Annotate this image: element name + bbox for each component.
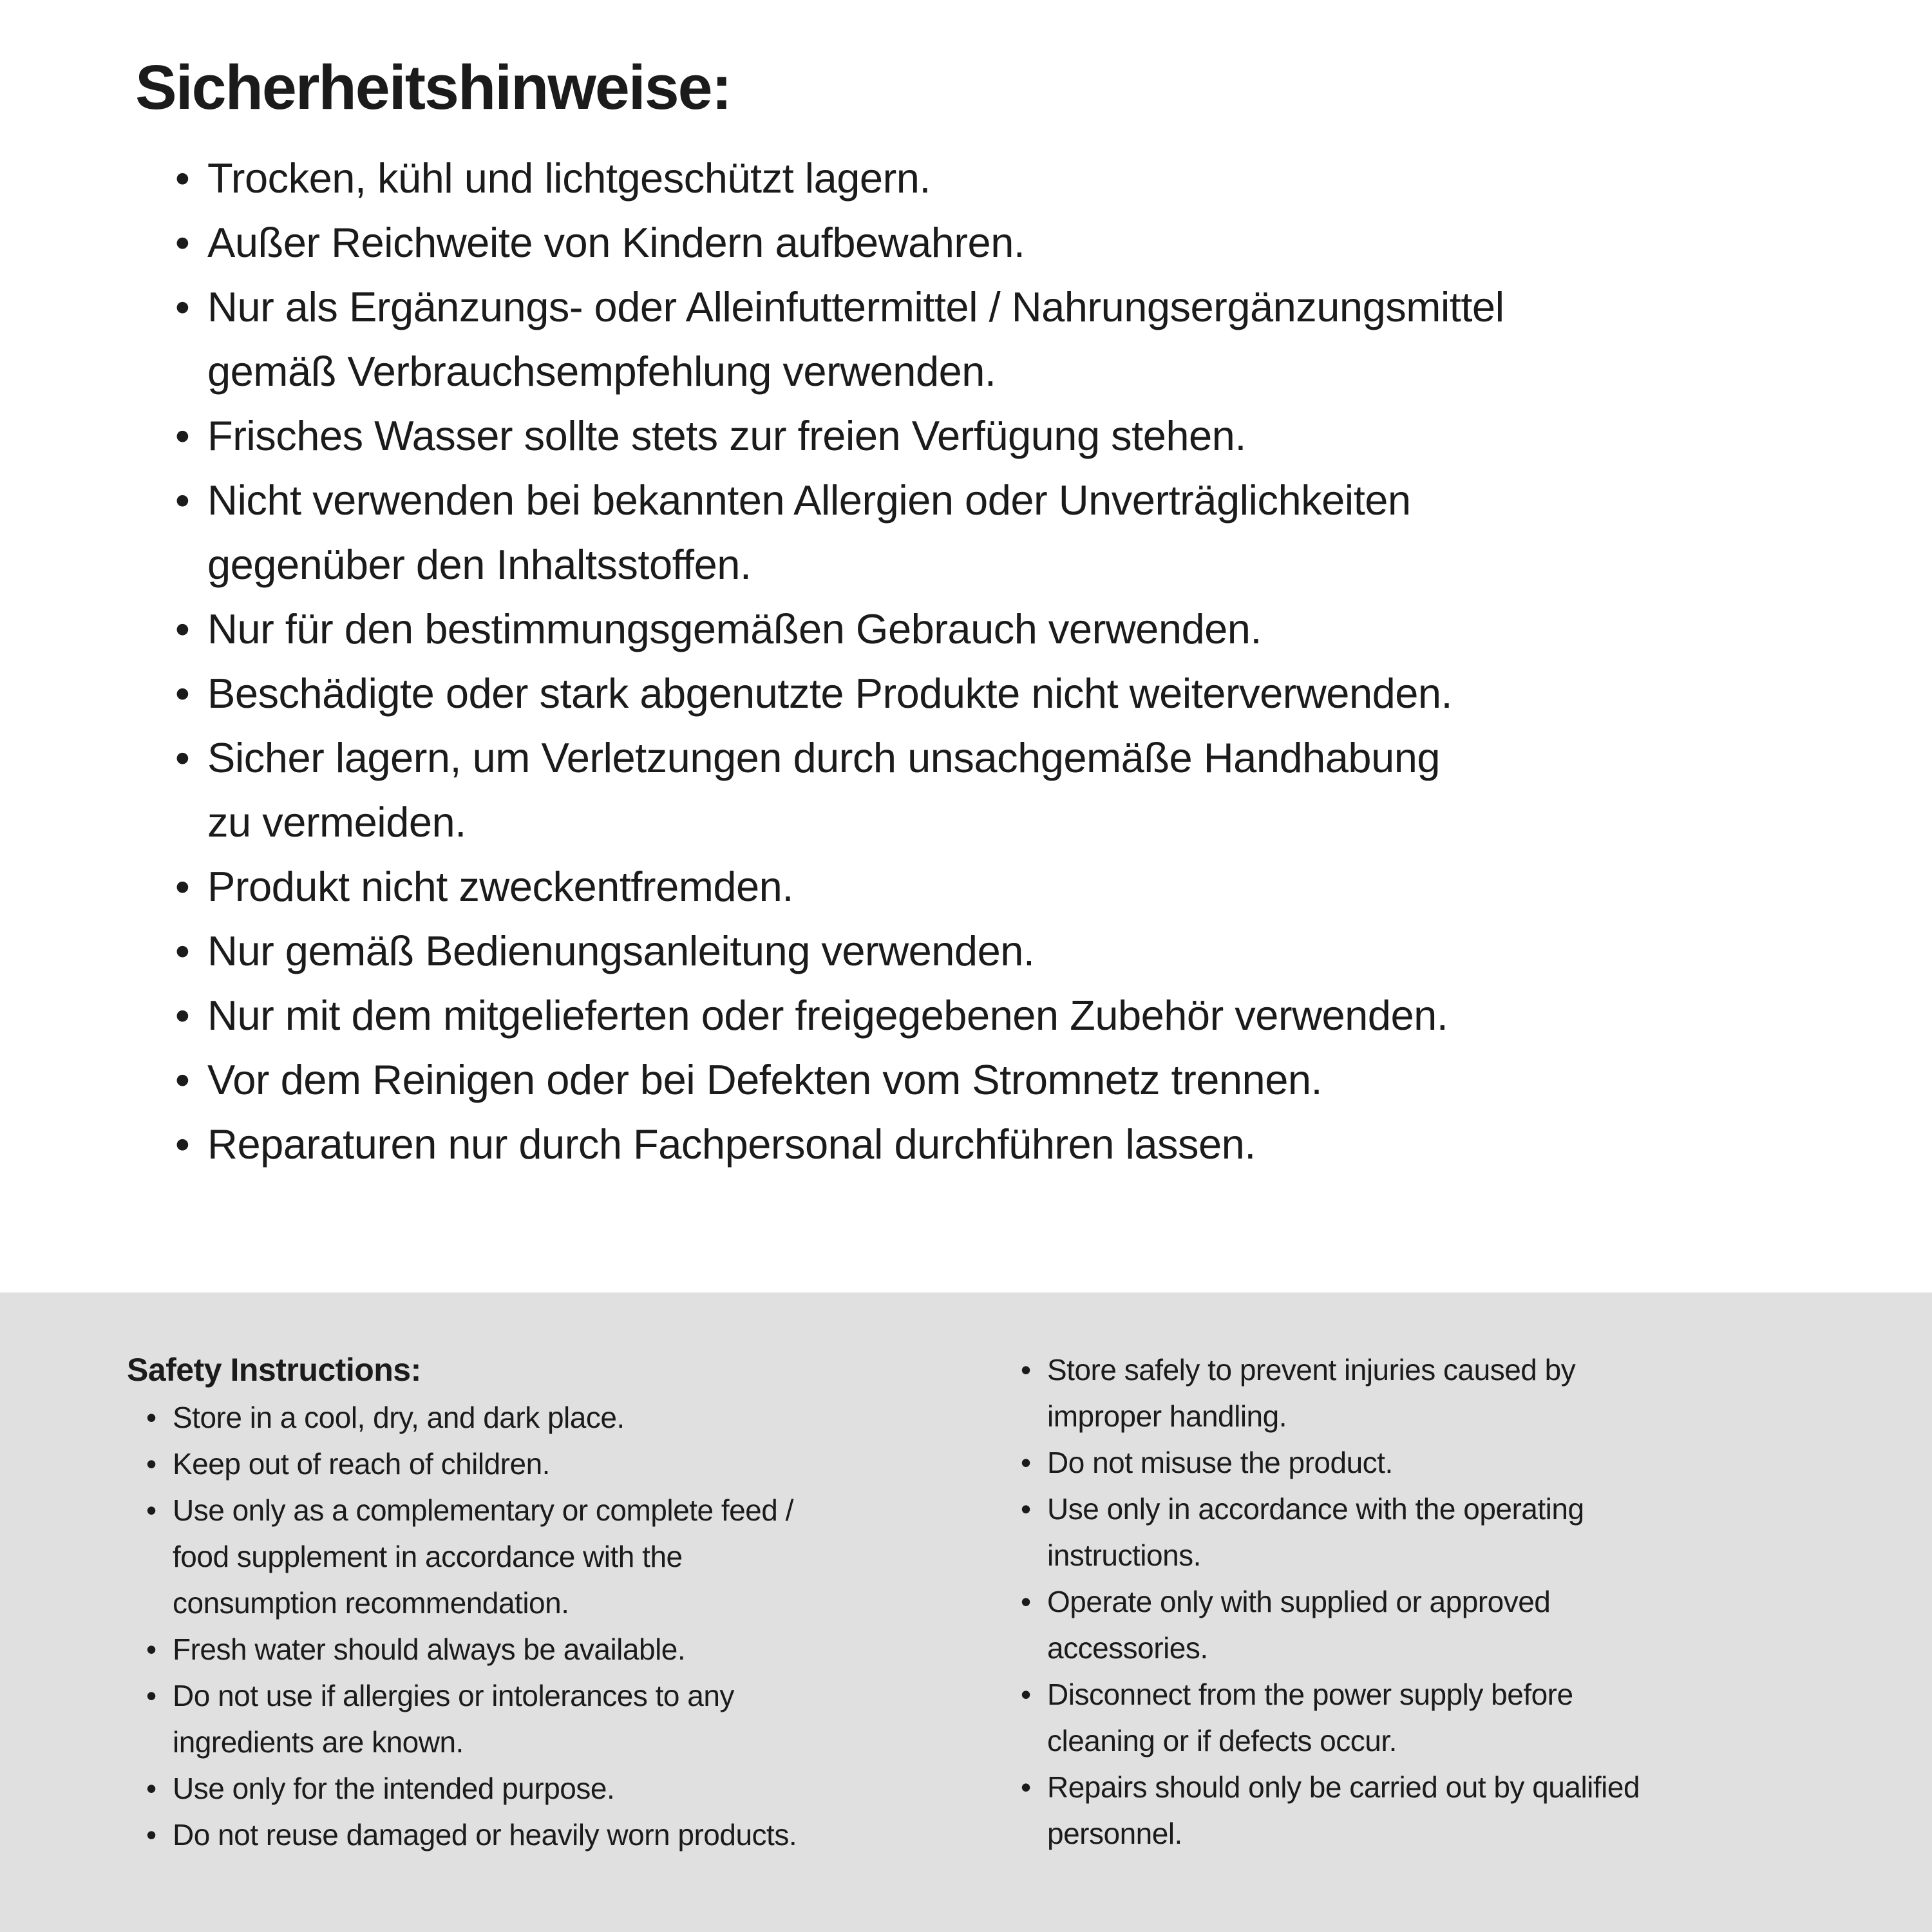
list-item bbox=[146, 1441, 1009, 1487]
instruction-line: Reparaturen nur durch Fachpersonal durchführen lassen. bbox=[207, 1121, 1256, 1168]
list-item bbox=[1021, 1439, 1909, 1486]
instruction-line: Use only for the intended purpose. bbox=[173, 1772, 615, 1805]
list-item bbox=[175, 661, 1504, 726]
english-right-column bbox=[1021, 1347, 1909, 1857]
instruction-line: Nur mit dem mitgelieferten oder freigegebenen Zubehör verwenden. bbox=[207, 992, 1448, 1039]
list-item bbox=[175, 726, 1504, 855]
list-item bbox=[175, 275, 1504, 404]
instruction-line: Do not use if allergies or intolerances to any bbox=[173, 1679, 734, 1712]
list-item bbox=[146, 1487, 1009, 1626]
bullet-icon: • bbox=[146, 1679, 156, 1712]
bullet-icon: • bbox=[175, 283, 190, 330]
list-item bbox=[175, 1048, 1504, 1112]
instruction-line: consumption recommendation. bbox=[173, 1586, 569, 1620]
bullet-icon: • bbox=[1021, 1446, 1031, 1479]
bullet-icon: • bbox=[1021, 1353, 1031, 1387]
english-safety-section bbox=[0, 1293, 1932, 1932]
bullet-icon: • bbox=[175, 219, 190, 266]
bullet-icon: • bbox=[1021, 1678, 1031, 1711]
instruction-line: Nur gemäß Bedienungsanleitung verwenden. bbox=[207, 927, 1035, 974]
english-title: Safety Instructions: bbox=[127, 1352, 421, 1388]
list-item bbox=[1021, 1486, 1909, 1578]
bullet-icon: • bbox=[175, 1121, 190, 1168]
bullet-icon: • bbox=[146, 1633, 156, 1666]
instruction-line: Keep out of reach of children. bbox=[173, 1447, 550, 1481]
instruction-line: Store in a cool, dry, and dark place. bbox=[173, 1401, 625, 1434]
list-item bbox=[175, 1112, 1504, 1177]
english-left-list bbox=[146, 1394, 1009, 1858]
instruction-line: Do not misuse the product. bbox=[1047, 1446, 1393, 1479]
bullet-icon: • bbox=[175, 992, 190, 1039]
bullet-icon: • bbox=[146, 1818, 156, 1852]
instruction-line: Frisches Wasser sollte stets zur freien Verfügung stehen. bbox=[207, 412, 1246, 459]
bullet-icon: • bbox=[146, 1447, 156, 1481]
german-instructions-list bbox=[175, 146, 1504, 1177]
list-item bbox=[146, 1394, 1009, 1441]
instruction-line: accessories. bbox=[1047, 1631, 1208, 1665]
instruction-line: zu vermeiden. bbox=[207, 799, 466, 846]
list-item bbox=[175, 468, 1504, 597]
instruction-line: Nicht verwenden bei bekannten Allergien oder Unverträglichkeiten bbox=[207, 477, 1411, 524]
list-item bbox=[175, 919, 1504, 983]
bullet-icon: • bbox=[146, 1401, 156, 1434]
list-item bbox=[175, 855, 1504, 919]
instruction-line: Trocken, kühl und lichtgeschützt lagern. bbox=[207, 155, 931, 202]
bullet-icon: • bbox=[175, 412, 190, 459]
list-item bbox=[1021, 1764, 1909, 1857]
bullet-icon: • bbox=[175, 734, 190, 781]
list-item bbox=[146, 1672, 1009, 1765]
list-item bbox=[175, 146, 1504, 211]
bullet-icon: • bbox=[175, 927, 190, 974]
list-item bbox=[175, 404, 1504, 468]
instruction-line: personnel. bbox=[1047, 1817, 1182, 1850]
bullet-icon: • bbox=[146, 1772, 156, 1805]
instruction-line: Disconnect from the power supply before bbox=[1047, 1678, 1573, 1711]
instruction-line: instructions. bbox=[1047, 1539, 1201, 1572]
instruction-line: food supplement in accordance with the bbox=[173, 1540, 683, 1573]
instruction-line: Operate only with supplied or approved bbox=[1047, 1585, 1551, 1618]
bullet-icon: • bbox=[1021, 1585, 1031, 1618]
instruction-line: Fresh water should always be available. bbox=[173, 1633, 686, 1666]
instruction-line: improper handling. bbox=[1047, 1399, 1287, 1433]
bullet-icon: • bbox=[175, 605, 190, 652]
instruction-line: Außer Reichweite von Kindern aufbewahren. bbox=[207, 219, 1025, 266]
instruction-line: Use only in accordance with the operating bbox=[1047, 1492, 1584, 1526]
instruction-line: Nur als Ergänzungs- oder Alleinfuttermittel / Nahrungsergänzungsmittel bbox=[207, 283, 1504, 330]
instruction-line: Do not reuse damaged or heavily worn products. bbox=[173, 1818, 797, 1852]
list-item bbox=[175, 597, 1504, 661]
bullet-icon: • bbox=[175, 1056, 190, 1103]
instruction-line: Store safely to prevent injuries caused by bbox=[1047, 1353, 1576, 1387]
english-right-list bbox=[1021, 1347, 1909, 1857]
instruction-line: gemäß Verbrauchsempfehlung verwenden. bbox=[207, 348, 996, 395]
instruction-line: Vor dem Reinigen oder bei Defekten vom Stromnetz trennen. bbox=[207, 1056, 1323, 1103]
list-item bbox=[146, 1626, 1009, 1672]
bullet-icon: • bbox=[1021, 1770, 1031, 1804]
instruction-line: gegenüber den Inhaltsstoffen. bbox=[207, 541, 752, 588]
bullet-icon: • bbox=[175, 477, 190, 524]
instruction-line: Beschädigte oder stark abgenutzte Produkte nicht weiterverwenden. bbox=[207, 670, 1453, 717]
instruction-line: cleaning or if defects occur. bbox=[1047, 1724, 1397, 1757]
instruction-line: Repairs should only be carried out by qualified bbox=[1047, 1770, 1640, 1804]
bullet-icon: • bbox=[146, 1493, 156, 1527]
list-item bbox=[175, 211, 1504, 275]
instruction-line: ingredients are known. bbox=[173, 1725, 464, 1759]
bullet-icon: • bbox=[175, 670, 190, 717]
list-item bbox=[146, 1812, 1009, 1858]
list-item bbox=[175, 983, 1504, 1048]
list-item bbox=[146, 1765, 1009, 1812]
list-item bbox=[1021, 1347, 1909, 1439]
german-title: Sicherheitshinweise: bbox=[135, 52, 731, 122]
list-item bbox=[1021, 1578, 1909, 1671]
bullet-icon: • bbox=[1021, 1492, 1031, 1526]
instruction-line: Produkt nicht zweckentfremden. bbox=[207, 863, 793, 910]
list-item bbox=[1021, 1671, 1909, 1764]
instruction-line: Nur für den bestimmungsgemäßen Gebrauch verwenden. bbox=[207, 605, 1262, 652]
bullet-icon: • bbox=[175, 863, 190, 910]
instruction-line: Use only as a complementary or complete feed / bbox=[173, 1493, 793, 1527]
english-left-column bbox=[127, 1347, 1009, 1858]
bullet-icon: • bbox=[175, 155, 190, 202]
instruction-line: Sicher lagern, um Verletzungen durch unsachgemäße Handhabung bbox=[207, 734, 1441, 781]
